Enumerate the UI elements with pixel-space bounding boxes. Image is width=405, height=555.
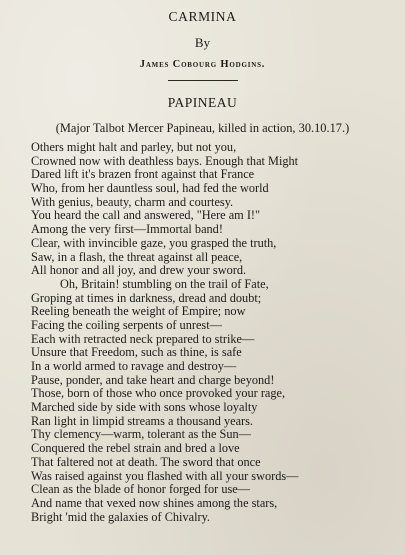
poem-title: PAPINEAU [167, 95, 238, 110]
poem-line: Who, from her dauntless soul, had fed the world [31, 181, 269, 196]
collection-title: CARMINA [168, 9, 237, 24]
byline-label: By [194, 35, 211, 50]
poem-line: Groping at times in darkness, dread and doubt; [31, 290, 262, 305]
poem-line: Crowned now with deathless bays. Enough that Might [31, 153, 299, 168]
poem-line: All honor and all joy, and drew your sword. [31, 263, 247, 278]
poem-line: Others might halt and parley, but not you, [31, 140, 237, 154]
poem-line: Each with retracted neck prepared to strike— [31, 331, 255, 346]
poem-line: Clear, with invincible gaze, you grasped the truth, [31, 235, 277, 250]
poem-line: You heard the call and answered, "Here am I!" [31, 208, 261, 223]
poem-line: Bright 'mid the galaxies of Chivalry. [31, 509, 211, 524]
poem-line: Was raised against you flashed with all your swords— [31, 468, 299, 483]
poem-line: That faltered not at death. The sword that once [31, 454, 261, 469]
poem-line: Among the very first—Immortal band! [31, 222, 223, 237]
poem-line: Unsure that Freedom, such as thine, is safe [31, 345, 242, 360]
poem-line: Thy clemency—warm, tolerant as the Sun— [31, 427, 251, 442]
poem-line: Conquered the rebel strain and bred a love [31, 441, 240, 456]
divider-rule [168, 80, 238, 81]
poem-line: Ran light in limpid streams a thousand years. [31, 413, 253, 428]
poem-line: Facing the coiling serpents of unrest— [31, 317, 222, 332]
poem-line: And name that vexed now shines among the stars, [31, 495, 278, 510]
poem-line: Clean as the blade of honor forged for use— [31, 482, 251, 497]
poem-dedication: (Major Talbot Mercer Papineau, killed in action, 30.10.17.) [55, 121, 350, 135]
poem-line: Those, born of those who once provoked your rage, [31, 386, 286, 401]
poem-line: Marched side by side with sons whose loyalty [31, 400, 258, 415]
poem-body [31, 141, 399, 524]
author-name: James Cobourg Hodgins. [139, 59, 266, 70]
poem-line: Dared lift it's brazen front against that France [31, 167, 255, 182]
poem-line: In a world armed to ravage and destroy— [31, 359, 237, 373]
poem-line: Pause, ponder, and take heart and charge beyond! [31, 372, 275, 387]
poem-line: Reeling beneath the weight of Empire; now [31, 304, 246, 319]
poem-line: Saw, in a flash, the threat against all peace, [31, 249, 243, 264]
poem-line: With genius, beauty, charm and courtesy. [31, 194, 234, 209]
poem-line: Oh, Britain! stumbling on the trail of Fate, [60, 276, 269, 291]
